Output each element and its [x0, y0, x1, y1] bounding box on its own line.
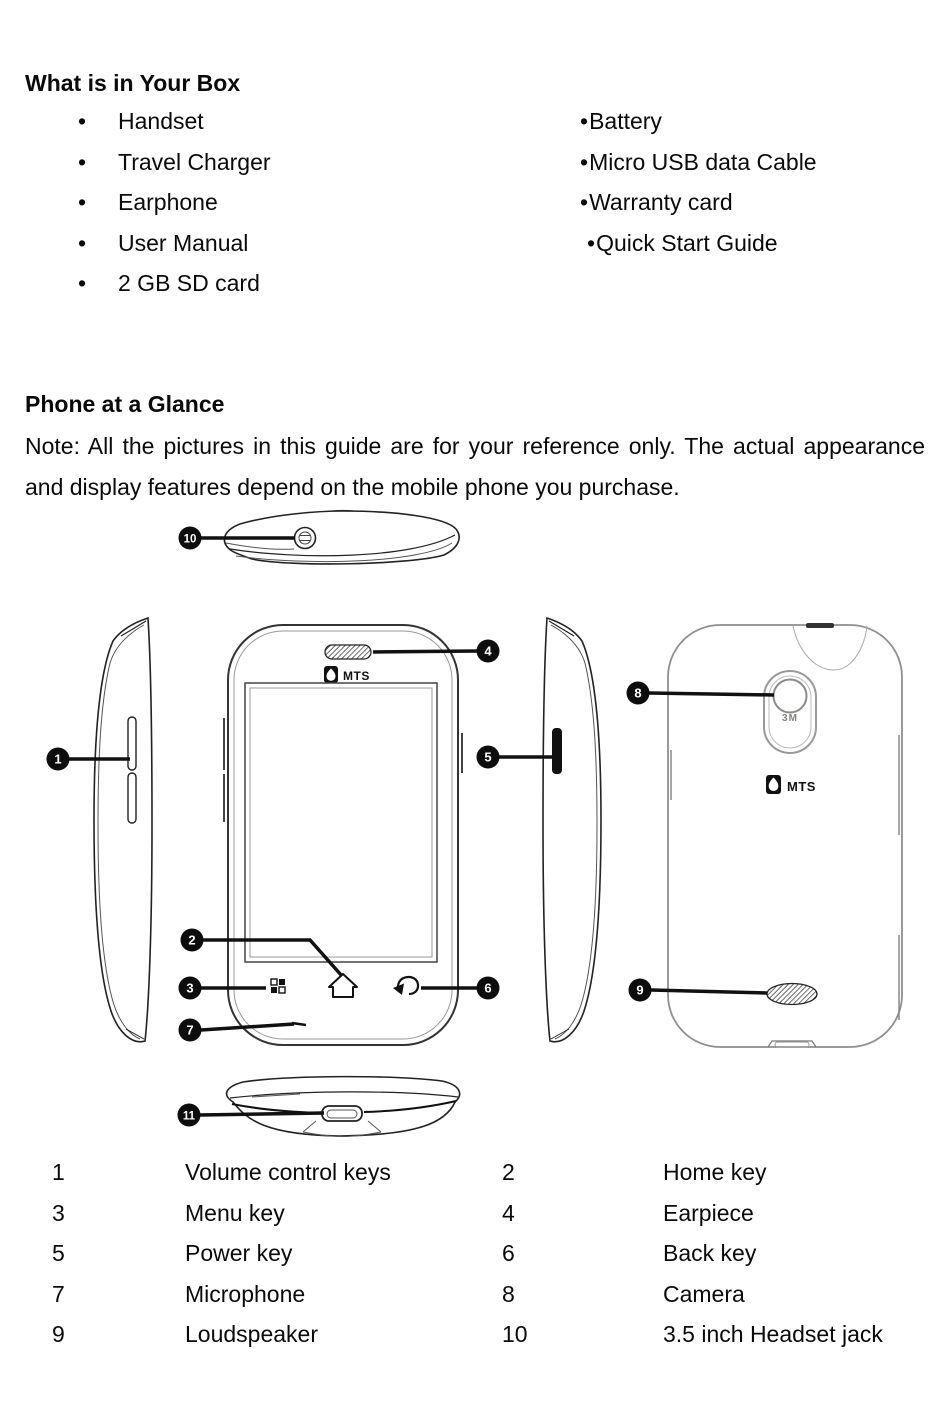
legend-label: Menu key: [185, 1199, 285, 1226]
list-item: [78, 182, 271, 223]
svg-text:2: 2: [188, 932, 196, 948]
bullet-marker: •: [78, 229, 87, 256]
loudspeaker-grille-icon: [767, 984, 817, 1005]
list-item-label: 2 GB SD card: [118, 270, 260, 296]
svg-text:10: 10: [183, 533, 197, 546]
top-view: [179, 511, 460, 564]
callout-8-leader: [649, 693, 774, 695]
bullet-marker: •: [580, 108, 589, 134]
list-item: [580, 223, 817, 264]
legend-label: Loudspeaker: [185, 1321, 318, 1347]
back-view: [627, 623, 903, 1047]
callout-8-badge: [627, 682, 650, 705]
bullet-marker: •: [78, 270, 87, 296]
table-row: [52, 1233, 932, 1274]
legend-table: [52, 1152, 932, 1355]
list-item: [580, 142, 817, 183]
svg-text:7: 7: [186, 1022, 194, 1038]
svg-text:5: 5: [484, 749, 492, 765]
svg-text:1: 1: [54, 751, 62, 767]
legend-number: 1: [52, 1159, 65, 1185]
svg-text:MTS: MTS: [343, 669, 370, 683]
callout-2-badge: [181, 929, 204, 952]
callout-3-badge: [179, 977, 202, 1000]
right-side-view: [477, 618, 602, 1042]
bottom-view: [178, 1077, 460, 1137]
table-row: [52, 1274, 932, 1315]
camera-lens-icon: [774, 680, 807, 713]
svg-text:11: 11: [182, 1110, 196, 1123]
callout-9-badge: [629, 979, 652, 1002]
list-item-label: Travel Charger: [118, 148, 271, 175]
legend-label: Home key: [663, 1159, 767, 1185]
phone-glance-heading: Phone at a Glance: [25, 391, 225, 417]
list-item: [580, 182, 817, 223]
svg-text:9: 9: [636, 982, 644, 998]
list-item-label: Battery: [589, 108, 662, 134]
legend-number: 4: [502, 1199, 515, 1226]
table-row: [52, 1314, 932, 1355]
callout-4-leader: [373, 651, 477, 652]
front-view: [179, 625, 500, 1045]
power-key-icon: [552, 728, 562, 774]
left-side-view: [47, 618, 153, 1042]
box-contents-heading: What is in Your Box: [25, 70, 241, 96]
svg-text:MTS: MTS: [787, 779, 816, 794]
legend-label: Volume control keys: [185, 1159, 391, 1185]
bullet-marker: •: [78, 189, 87, 215]
legend-label: Power key: [185, 1240, 293, 1266]
headset-jack-icon: [295, 528, 316, 549]
callout-11-badge: [178, 1104, 201, 1127]
micro-usb-port-icon: [322, 1106, 362, 1121]
bullet-marker: •: [78, 148, 87, 175]
list-item: [78, 223, 271, 264]
legend-label: 3.5 inch Headset jack: [663, 1321, 883, 1347]
legend-number: 9: [52, 1321, 65, 1347]
svg-text:3: 3: [186, 980, 194, 996]
callout-7-badge: [179, 1019, 202, 1042]
legend-label: Back key: [663, 1240, 757, 1266]
brand-logo-front: [324, 666, 370, 683]
bullet-marker: •: [587, 229, 596, 256]
list-item-label: Micro USB data Cable: [589, 148, 817, 175]
callout-10-badge: [179, 527, 202, 550]
legend-label: Microphone: [185, 1280, 306, 1307]
legend-number: 2: [502, 1159, 515, 1185]
callout-5-badge: [477, 746, 500, 769]
list-item-label: Quick Start Guide: [596, 229, 778, 256]
box-contents-right-list: [580, 101, 817, 263]
list-item-label: Handset: [118, 108, 204, 134]
list-item: [78, 142, 271, 183]
callout-11-leader: [200, 1113, 324, 1115]
svg-text:8: 8: [634, 685, 642, 701]
bullet-marker: •: [580, 189, 589, 215]
legend-number: 5: [52, 1240, 65, 1266]
table-row: [52, 1152, 932, 1193]
legend-number: 10: [502, 1321, 528, 1347]
legend-label: Earpiece: [663, 1199, 754, 1226]
list-item: [580, 101, 817, 142]
camera-module: [764, 671, 816, 753]
earpiece-grille-icon: [325, 645, 371, 659]
list-item-label: User Manual: [118, 229, 249, 256]
callout-4-badge: [477, 640, 500, 663]
table-row: [52, 1193, 932, 1234]
box-contents-left-list: [78, 101, 271, 304]
phone-diagram: [0, 505, 950, 1165]
svg-text:4: 4: [484, 643, 492, 659]
phone-diagram-svg: [0, 505, 950, 1165]
list-item-label: Warranty card: [589, 189, 733, 215]
list-item-label: Earphone: [118, 189, 218, 215]
legend-number: 6: [502, 1240, 515, 1266]
svg-text:3M: 3M: [782, 713, 798, 724]
legend-number: 7: [52, 1280, 65, 1307]
callout-1-badge: [47, 748, 70, 771]
list-item: [78, 101, 271, 142]
callout-6-badge: [477, 977, 500, 1000]
svg-text:6: 6: [484, 980, 492, 996]
bullet-marker: •: [78, 108, 87, 134]
list-item: [78, 263, 271, 304]
legend-label: Camera: [663, 1280, 745, 1307]
legend-number: 3: [52, 1199, 65, 1226]
legend-number: 8: [502, 1280, 515, 1307]
glance-note: Note: All the pictures in this guide are for your reference only. The actual appearance and display features depend on the mobile phone you purchase.: [25, 433, 925, 500]
bullet-marker: •: [580, 148, 589, 175]
